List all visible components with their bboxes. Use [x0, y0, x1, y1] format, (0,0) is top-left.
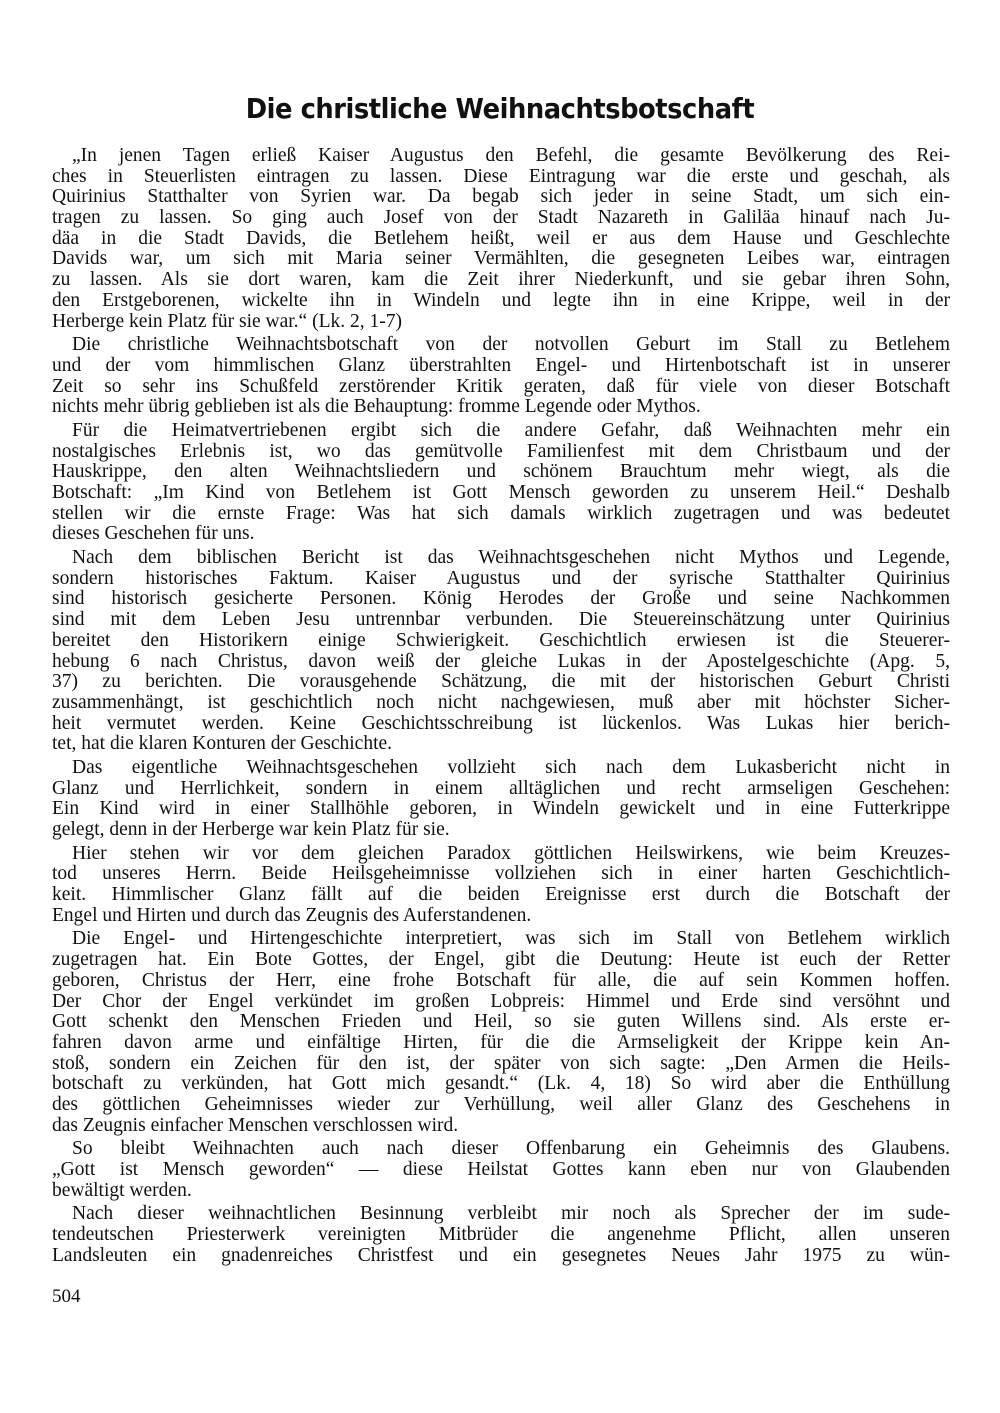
paragraph [52, 1204, 950, 1266]
text-line: So bleibt Weihnachten auch nach dieser Offenbarung ein Geheimnis des Glaubens. [72, 1138, 950, 1160]
text-line: Zeit so sehr ins Schußfeld zerstörender Kritik geraten, daß für viele von dieser Botschaft [52, 375, 950, 397]
text-line: „Gott ist Mensch geworden“ — diese Heilstat Gottes kann eben nur von Glaubenden [52, 1159, 950, 1180]
text-line: Das eigentliche Weihnachtsgeschehen vollzieht sich nach dem Lukasbericht nicht in [72, 756, 950, 778]
text-line: Herberge kein Platz für sie war.“ (Lk. 2, 1-7) [52, 310, 402, 332]
text-line: bewältigt werden. [52, 1179, 192, 1201]
text-line: botschaft zu verkünden, hat Gott mich gesandt.“ (Lk. 4, 18) So wird aber die Enthüllung [52, 1073, 950, 1095]
text-line: sondern historisches Faktum. Kaiser Augustus und der syrische Statthalter Quirinius [52, 567, 950, 589]
text-line: Gott schenkt den Menschen Frieden und Heil, so sie guten Willens sind. Als erste er- [52, 1011, 950, 1033]
text-line: Hier stehen wir vor dem gleichen Paradox göttlichen Heilswirkens, wie beim Kreuzes- [72, 842, 950, 864]
text-line: nostalgisches Erlebnis ist, wo das gemütvolle Familienfest mit dem Christbaum und der [52, 440, 950, 462]
article-body [52, 146, 950, 1269]
paragraph [52, 1139, 950, 1201]
text-line: Landsleuten ein gnadenreiches Christfest und ein gesegnetes Neues Jahr 1975 zu wün- [52, 1244, 950, 1266]
text-line: keit. Himmlischer Glanz fällt auf die beiden Ereignisse erst durch die Botschaft der [52, 884, 950, 906]
text-line: tragen zu lassen. So ging auch Josef von der Stadt Nazareth in Galiläa hinauf nach Ju- [52, 207, 950, 229]
text-line: sind mit dem Leben Jesu untrennbar verbunden. Die Steuereinschätzung unter Quirinius [52, 609, 950, 631]
text-line: sind historisch gesicherte Personen. König Herodes der Große und seine Nachkommen [52, 588, 950, 610]
text-line: Der Chor der Engel verkündet im großen Lobpreis: Himmel und Erde sind versöhnt und [52, 990, 950, 1012]
text-line: Botschaft: „Im Kind von Betlehem ist Gott Mensch geworden zu unserem Heil.“ Deshalb [52, 482, 950, 503]
text-line: heit vermutet werden. Keine Geschichtsschreibung ist lückenlos. Was Lukas hier berich- [52, 712, 950, 734]
text-line: geboren, Christus der Herr, eine frohe Botschaft für alle, die auf sein Kommen hoffen. [52, 969, 950, 991]
text-line: däa in die Stadt Davids, die Betlehem heißt, weil er aus dem Hause und Geschlechte [52, 227, 950, 249]
text-line: Nach dem biblischen Bericht ist das Weihnachtsgeschehen nicht Mythos und Legende, [72, 547, 950, 569]
paragraph [52, 548, 950, 755]
text-line: 37) zu berichten. Die vorausgehende Schätzung, die mit der historischen Geburt Christi [52, 671, 950, 693]
text-line: Glanz und Herrlichkeit, sondern in einem alltäglichen und recht armseligen Geschehen: [52, 777, 950, 799]
text-line: Davids war, um sich mit Maria seiner Vermählten, die gesegneten Leibes war, eintragen [52, 248, 950, 270]
text-line: gelegt, denn in der Herberge war kein Platz für sie. [52, 819, 450, 840]
text-line: nichts mehr übrig geblieben ist als die Behauptung: fromme Legende oder Mythos. [52, 396, 701, 418]
text-line: des göttlichen Geheimnisses wieder zur Verhüllung, weil aller Glanz des Geschehens in [52, 1093, 950, 1115]
paragraph [52, 844, 950, 927]
text-line: tod unseres Herrn. Beide Heilsgeheimnisse vollziehen sich in einer harten Geschichtlich- [52, 863, 950, 885]
text-line: bereitet den Historikern einige Schwierigkeit. Geschichtlich erwiesen ist die Steuerer- [52, 629, 950, 651]
page-number: 504 [52, 1286, 81, 1307]
text-line: das Zeugnis einfacher Menschen verschlossen wird. [52, 1114, 459, 1136]
text-line: fahren davon arme und einfältige Hirten, für die die Armseligkeit der Krippe kein An- [52, 1031, 950, 1053]
text-line: tendeutschen Priesterwerk vereinigten Mitbrüder die angenehme Pflicht, allen unseren [52, 1224, 950, 1246]
paragraph [52, 335, 950, 418]
paragraph [52, 421, 950, 545]
text-line: Engel und Hirten und durch das Zeugnis des Auferstandenen. [52, 904, 532, 926]
paragraph [52, 758, 950, 841]
text-line: hebung 6 nach Christus, davon weiß der gleiche Lukas in der Apostelgeschichte (Apg. 5, [52, 650, 950, 672]
text-line: „In jenen Tagen erließ Kaiser Augustus den Befehl, die gesamte Bevölkerung des Rei- [72, 145, 950, 166]
text-line: Nach dieser weihnachtlichen Besinnung verbleibt mir noch als Sprecher der im sude- [72, 1203, 950, 1225]
text-line: Ein Kind wird in einer Stallhöhle geboren, in Windeln gewickelt und in eine Futterkrippe [52, 798, 950, 820]
text-line: ches in Steuerlisten eintragen zu lassen. Diese Eintragung war die erste und geschah, als [52, 165, 950, 187]
text-line: stellen wir die ernste Frage: Was hat sich damals wirklich zugetragen und was bedeutet [52, 502, 950, 524]
paragraph [52, 146, 950, 332]
text-line: stoß, sondern ein Zeichen für den ist, der später von sich sagte: „Den Armen die Heils- [52, 1052, 950, 1074]
text-line: zusammenhängt, ist geschichtlich noch nicht nachgewiesen, muß aber mit höchster Sicher- [52, 691, 950, 713]
page-title: Die christliche Weihnachtsbotschaft [245, 92, 755, 125]
text-line: tet, hat die klaren Konturen der Geschichte. [52, 733, 393, 755]
text-line: Die christliche Weihnachtsbotschaft von der notvollen Geburt im Stall zu Betlehem [72, 334, 950, 356]
text-line: und der vom himmlischen Glanz überstrahlten Engel- und Hirtenbotschaft ist in unserer [52, 354, 950, 376]
paragraph [52, 929, 950, 1136]
text-line: Quirinius Statthalter von Syrien war. Da begab sich jeder in seine Stadt, um sich ein- [52, 186, 950, 208]
text-line: zu lassen. Als sie dort waren, kam die Zeit ihrer Niederkunft, und sie gebar ihren Sohn, [52, 269, 950, 291]
text-line: zugetragen hat. Ein Bote Gottes, der Engel, gibt die Deutung: Heute ist euch der Retter [52, 949, 950, 971]
text-line: Hauskrippe, den alten Weihnachtsliedern und schönem Brauchtum mehr wiegt, als die [52, 461, 950, 483]
text-line: Die Engel- und Hirtengeschichte interpretiert, was sich im Stall von Betlehem wirklich [72, 928, 950, 950]
text-line: dieses Geschehen für uns. [52, 523, 255, 545]
text-line: den Erstgeborenen, wickelte ihn in Windeln und legte ihn in eine Krippe, weil in der [52, 289, 950, 311]
text-line: Für die Heimatvertriebenen ergibt sich die andere Gefahr, daß Weihnachten mehr ein [72, 419, 950, 441]
